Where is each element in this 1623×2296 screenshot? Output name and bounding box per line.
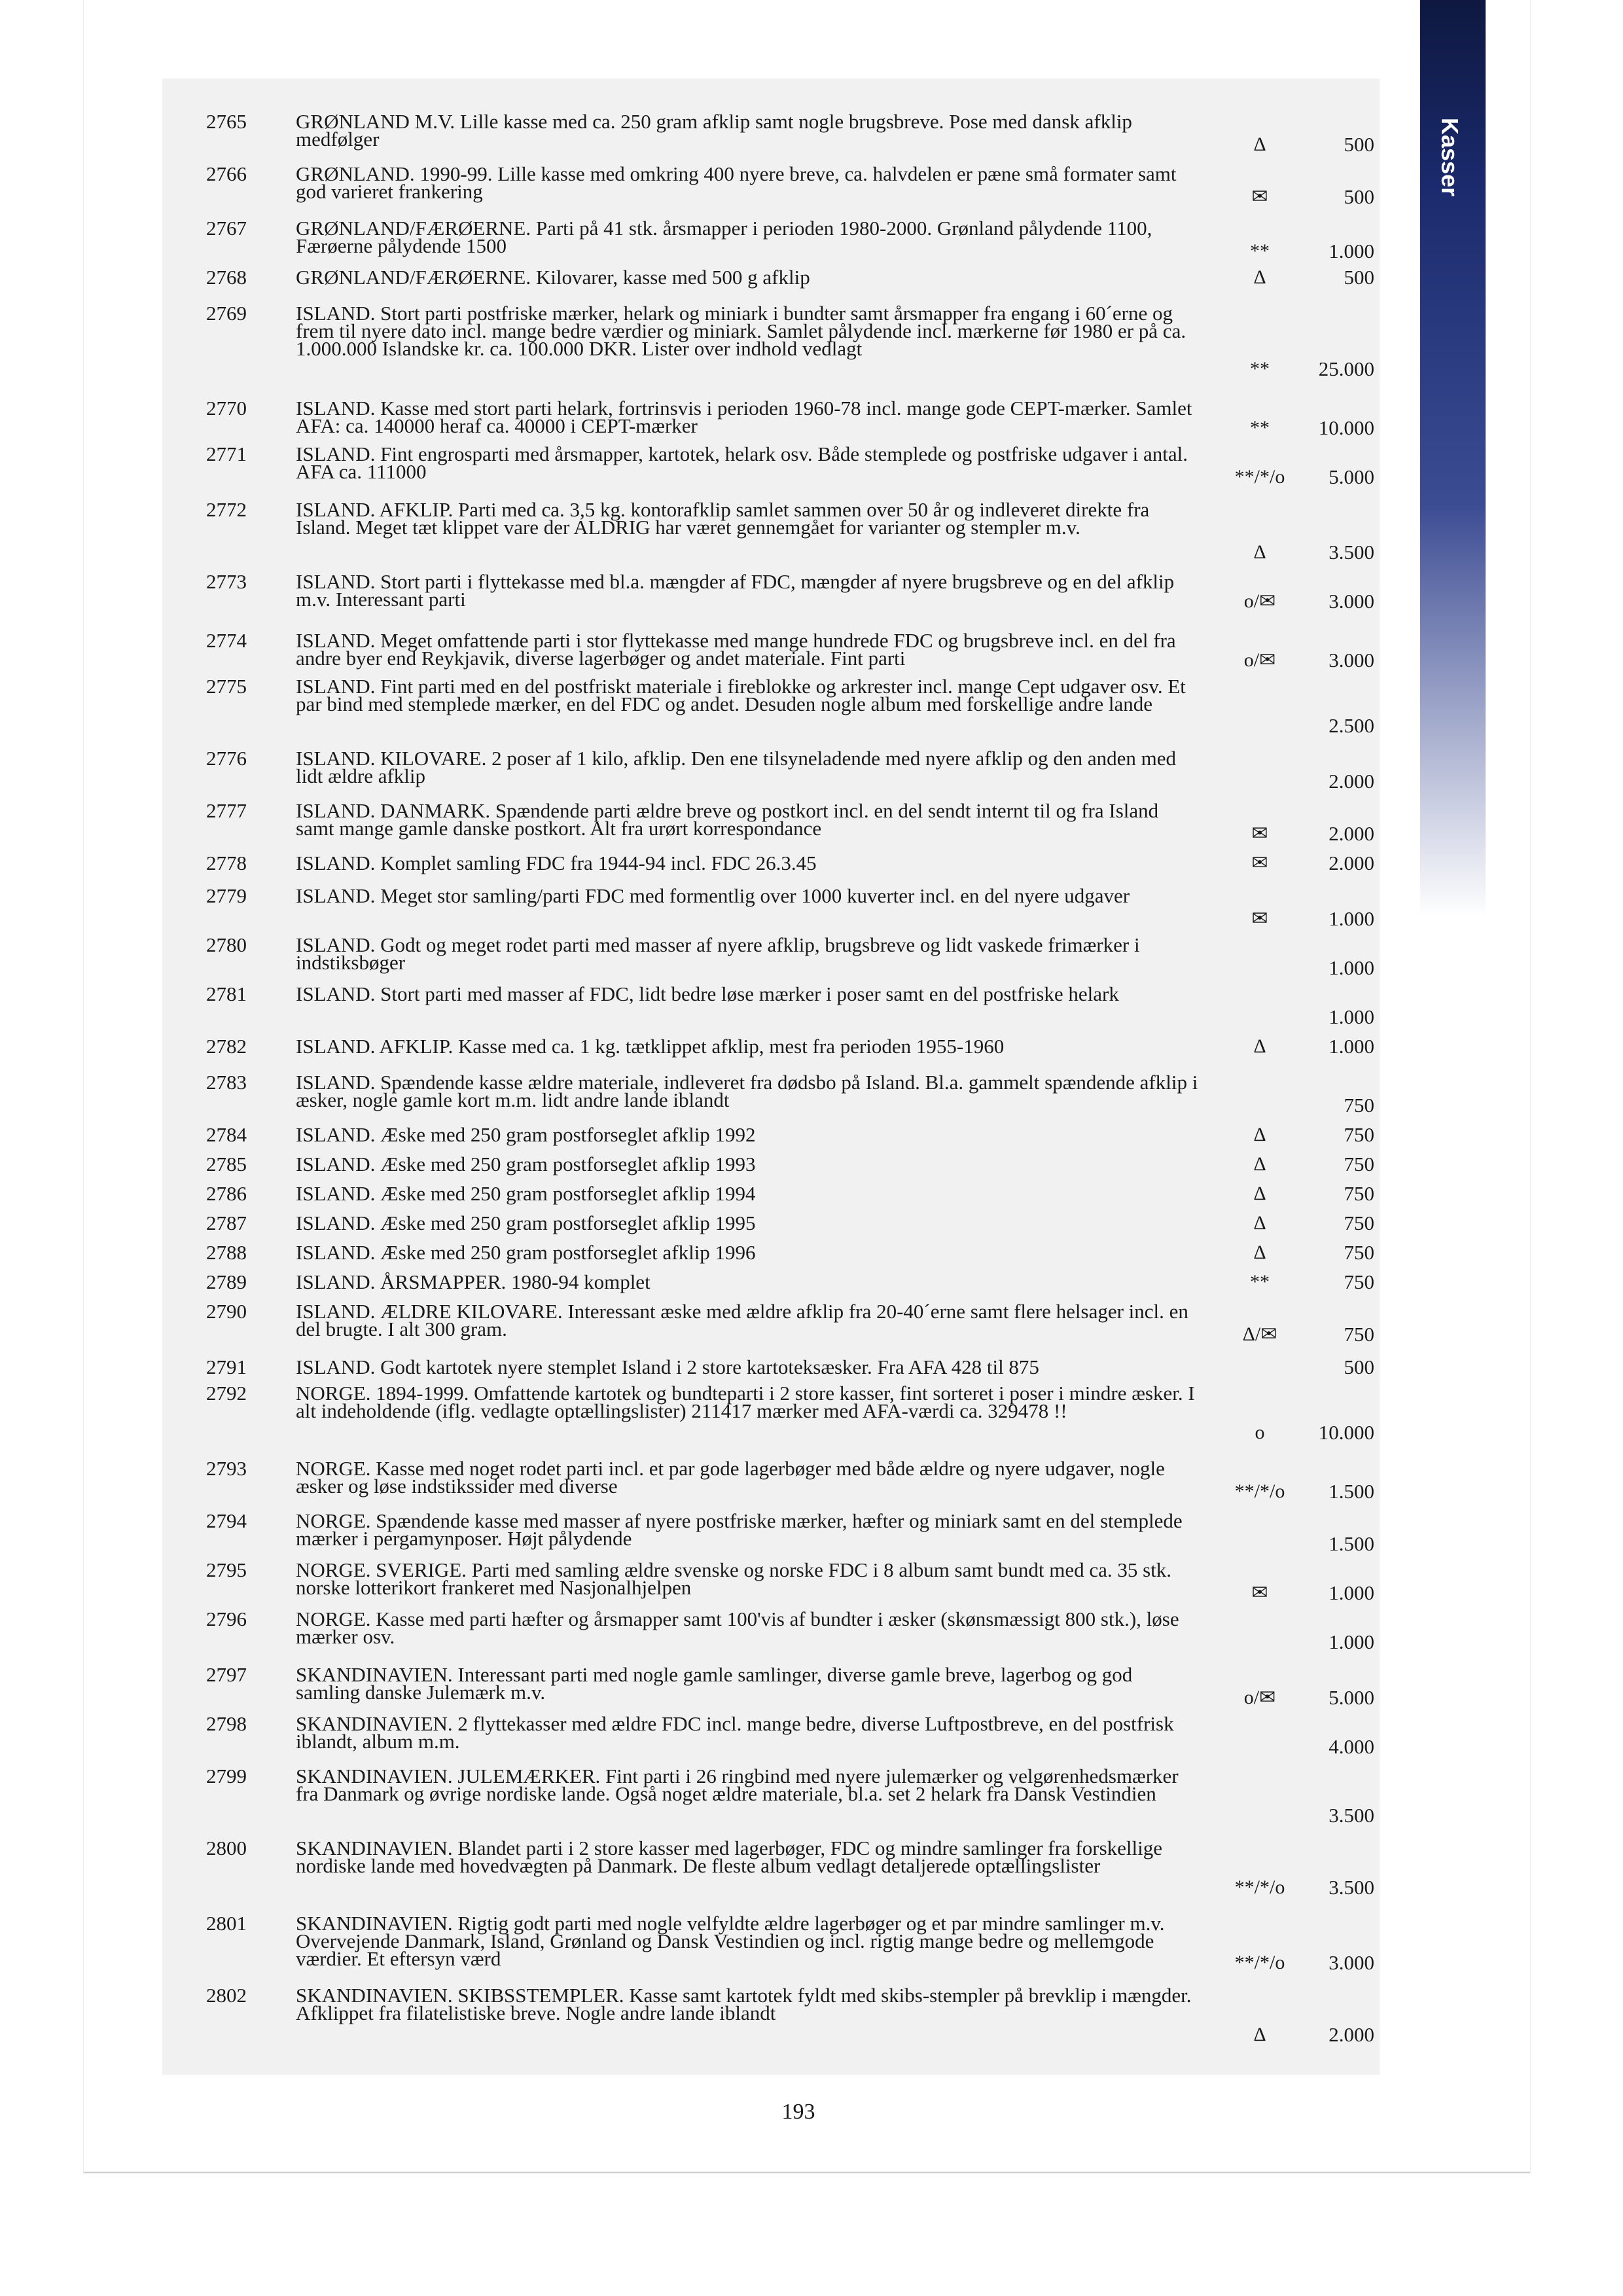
lot-price: 500 — [1344, 133, 1374, 156]
lot-description: ISLAND. DANMARK. Spændende parti ældre breve og postkort incl. en del sendt internt til og fra Island samt mange gamle danske postkort. Alt fra urørt korrespondance — [296, 799, 1159, 840]
lot-description: SKANDINAVIEN. Rigtig godt parti med nogle velfyldte ældre lagerbøger og et par mindre samlinger m.v. Overvejende Danmark, Island, Grønland og Dansk Vestindien og incl. rigtig mange bedre og mellemgode værdier. Et eftersyn værd — [296, 1912, 1165, 1970]
lot-price: 750 — [1344, 1211, 1374, 1234]
lot-number: 2780 — [206, 933, 247, 956]
lot-number: 2766 — [206, 162, 247, 185]
lot-price: 3.500 — [1329, 1804, 1374, 1827]
lot-description: NORGE. SVERIGE. Parti med samling ældre svenske og norske FDC i 8 album samt bundt med ca. 35 stk. norske lotterikort frankeret med Nasjonalhjelpen — [296, 1558, 1172, 1599]
condition-symbol: Δ — [1253, 541, 1266, 563]
lot-price: 10.000 — [1318, 1421, 1374, 1444]
condition-symbol: o/✉ — [1243, 590, 1276, 612]
condition-symbol: ✉ — [1251, 1582, 1268, 1604]
lot-number: 2767 — [206, 217, 247, 240]
lot-number: 2784 — [206, 1123, 247, 1146]
lot-description: ISLAND. KILOVARE. 2 poser af 1 kilo, afklip. Den ene tilsyneladende med nyere afklip og den anden med lidt ældre afklip — [296, 747, 1176, 787]
lot-description: GRØNLAND M.V. Lille kasse med ca. 250 gram afklip samt nogle brugsbreve. Pose med dansk afklip medfølger — [296, 110, 1132, 151]
lot-description: ISLAND. ÅRSMAPPER. 1980-94 komplet — [296, 1270, 651, 1293]
lot-price: 1.500 — [1329, 1480, 1374, 1503]
lot-description: SKANDINAVIEN. SKIBSSTEMPLER. Kasse samt kartotek fyldt med skibs-stempler på brevklip i mængder. Afklippet fra filatelistiske breve. Nogle andre lande iblandt — [296, 1984, 1192, 2024]
lot-number: 2791 — [206, 1355, 247, 1378]
lot-number: 2770 — [206, 397, 247, 420]
lot-number: 2782 — [206, 1035, 247, 1058]
lot-description: ISLAND. Spændende kasse ældre materiale, indleveret fra dødsbo på Island. Bl.a. gammelt spændende afklip i æsker, nogle gamle kort m.m. lidt andre lande iblandt — [296, 1071, 1198, 1111]
lot-description: NORGE. 1894-1999. Omfattende kartotek og bundteparti i 2 store kasser, fint sorteret i poser i mindre æsker. I alt indeholdende (iflg. vedlagte optællingslister) 211417 mærker med AFA-værdi ca. 329478 !! — [296, 1382, 1195, 1422]
lot-number: 2792 — [206, 1382, 247, 1405]
lot-number: 2793 — [206, 1457, 247, 1480]
lot-price: 3.500 — [1329, 541, 1374, 564]
lot-description: ISLAND. Fint engrosparti med årsmapper, kartotek, helark osv. Både stemplede og postfriske udgaver i antal. AFA ca. 111000 — [296, 442, 1188, 483]
lot-number: 2800 — [206, 1837, 247, 1859]
lot-number: 2798 — [206, 1712, 247, 1735]
lot-number: 2765 — [206, 110, 247, 133]
lot-number: 2802 — [206, 1984, 247, 2007]
lot-description: ISLAND. AFKLIP. Kasse med ca. 1 kg. tætklippet afklip, mest fra perioden 1955-1960 — [296, 1035, 1005, 1058]
section-tab-label: Kasser — [1436, 117, 1463, 197]
lot-number: 2783 — [206, 1071, 247, 1094]
condition-symbol: Δ — [1253, 134, 1266, 155]
lot-number: 2772 — [206, 498, 247, 521]
lot-price: 750 — [1344, 1153, 1374, 1175]
lot-price: 750 — [1344, 1123, 1374, 1146]
lot-number: 2794 — [206, 1509, 247, 1532]
lot-number: 2797 — [206, 1663, 247, 1686]
lot-number: 2768 — [206, 266, 247, 289]
lot-description: ISLAND. Meget stor samling/parti FDC med formentlig over 1000 kuverter incl. en del nyere udgaver — [296, 884, 1130, 907]
lot-description: SKANDINAVIEN. Blandet parti i 2 store kasser med lagerbøger, FDC og mindre samlinger fra forskellige nordiske lande med hovedvægten på Danmark. De fleste album vedlagt detaljerede optællingslister — [296, 1837, 1162, 1877]
condition-symbol: ✉ — [1251, 852, 1268, 874]
lot-price: 2.000 — [1329, 852, 1374, 874]
lot-description: NORGE. Kasse med noget rodet parti incl. et par gode lagerbøger med både ældre og nyere udgaver, nogle æsker og løse indstikssider med diverse — [296, 1457, 1165, 1498]
condition-symbol: Δ — [1253, 1212, 1266, 1234]
lot-price: 750 — [1344, 1323, 1374, 1346]
lot-price: 1.000 — [1329, 1630, 1374, 1653]
lot-number: 2775 — [206, 675, 247, 698]
condition-symbol: Δ — [1253, 1153, 1266, 1175]
lot-description: ISLAND. Fint parti med en del postfriskt materiale i fireblokke og arkrester incl. mange Cept udgaver osv. Et par bind med stemplede mærker, en del FDC og andet. Desuden nogle album med forskellige andre lande — [296, 675, 1186, 715]
lot-price: 3.500 — [1329, 1876, 1374, 1899]
lot-description: ISLAND. Stort parti med masser af FDC, lidt bedre løse mærker i poser samt en del postfriske helark — [296, 982, 1119, 1005]
lot-price: 1.000 — [1329, 1581, 1374, 1604]
condition-symbol: **/*/o — [1234, 1876, 1285, 1898]
condition-symbol: **/*/o — [1234, 1480, 1285, 1502]
lot-number: 2788 — [206, 1241, 247, 1264]
lot-number: 2785 — [206, 1153, 247, 1175]
lot-price: 5.000 — [1329, 465, 1374, 488]
condition-symbol: ✉ — [1251, 823, 1268, 844]
lot-description: ISLAND. Meget omfattende parti i stor flyttekasse med mange hundrede FDC og brugsbreve incl. en del fra andre byer end Reykjavik, diverse lagerbøger og andet materiale. Fint parti — [296, 629, 1176, 670]
lot-price: 500 — [1344, 185, 1374, 208]
lot-price: 1.000 — [1329, 1005, 1374, 1028]
lot-description: ISLAND. Æske med 250 gram postforseglet afklip 1995 — [296, 1211, 756, 1234]
lot-number: 2779 — [206, 884, 247, 907]
page-number: 193 — [781, 2100, 815, 2124]
condition-symbol: Δ — [1253, 1035, 1266, 1057]
condition-symbol: Δ — [1253, 1124, 1266, 1145]
condition-symbol: ** — [1250, 1271, 1270, 1293]
lot-price: 2.500 — [1329, 714, 1374, 737]
condition-symbol: ✉ — [1251, 908, 1268, 929]
condition-symbol: o/✉ — [1243, 1687, 1276, 1708]
lot-price: 2.000 — [1329, 2023, 1374, 2046]
condition-symbol: Δ — [1253, 1242, 1266, 1263]
lot-price: 2.000 — [1329, 770, 1374, 793]
lot-price: 1.000 — [1329, 1035, 1374, 1058]
lot-description: SKANDINAVIEN. 2 flyttekasser med ældre FDC incl. mange bedre, diverse Luftpostbreve, en del postfrisk iblandt, album m.m. — [296, 1712, 1174, 1753]
lot-description: ISLAND. Komplet samling FDC fra 1944-94 incl. FDC 26.3.45 — [296, 852, 817, 874]
condition-symbol: **/*/o — [1234, 1952, 1285, 1973]
lot-number: 2795 — [206, 1558, 247, 1581]
lot-description: NORGE. Spændende kasse med masser af nyere postfriske mærker, hæfter og miniark samt en del stemplede mærker i pergamynposer. Højt pålydende — [296, 1509, 1183, 1550]
lot-description: ISLAND. AFKLIP. Parti med ca. 3,5 kg. kontorafklip samlet sammen over 50 år og indleveret direkte fra Island. Meget tæt klippet vare der ALDRIG har været gennemgået for varianter og stempler m.v. — [296, 498, 1150, 539]
lot-number: 2781 — [206, 982, 247, 1005]
lot-description: ISLAND. Æske med 250 gram postforseglet afklip 1996 — [296, 1241, 756, 1264]
lot-description: GRØNLAND. 1990-99. Lille kasse med omkring 400 nyere breve, ca. halvdelen er pæne små formater samt god varieret frankering — [296, 162, 1177, 203]
lot-price: 25.000 — [1318, 357, 1374, 380]
condition-symbol: ** — [1250, 240, 1270, 262]
lot-number: 2799 — [206, 1765, 247, 1787]
lot-number: 2796 — [206, 1607, 247, 1630]
lot-description: ISLAND. Æske med 250 gram postforseglet afklip 1992 — [296, 1123, 756, 1146]
lot-price: 750 — [1344, 1241, 1374, 1264]
lot-description: ISLAND. Æske med 250 gram postforseglet afklip 1993 — [296, 1153, 756, 1175]
condition-symbol: o — [1255, 1422, 1265, 1443]
lot-number: 2776 — [206, 747, 247, 770]
lot-price: 3.000 — [1329, 649, 1374, 672]
condition-symbol: Δ — [1253, 266, 1266, 288]
lot-price: 3.000 — [1329, 590, 1374, 613]
lot-price: 500 — [1344, 1355, 1374, 1378]
lot-description: GRØNLAND/FÆRØERNE. Parti på 41 stk. årsmapper i perioden 1980-2000. Grønland pålydende 1100, Færøerne pålydende 1500 — [296, 217, 1152, 257]
lot-price: 750 — [1344, 1182, 1374, 1205]
lot-price: 500 — [1344, 266, 1374, 289]
lot-number: 2790 — [206, 1300, 247, 1323]
lot-number: 2801 — [206, 1912, 247, 1935]
condition-symbol: Δ — [1253, 2024, 1266, 2045]
lot-description: ISLAND. Stort parti postfriske mærker, helark og miniark i bundter samt årsmapper fra engang i 60´erne og frem til nyere dato incl. mange bedre værdier og miniark. Samlet pålydende incl. mærkerne før 1980 er på ca. 1.000.000 Islandske kr. ca. 100.000 DKR. Lister over indhold vedlagt — [296, 302, 1186, 360]
lot-number: 2774 — [206, 629, 247, 652]
condition-symbol: ** — [1250, 358, 1270, 380]
lot-number: 2786 — [206, 1182, 247, 1205]
condition-symbol: ✉ — [1251, 186, 1268, 207]
lot-number: 2771 — [206, 442, 247, 465]
lot-price: 750 — [1344, 1270, 1374, 1293]
condition-symbol: Δ — [1253, 1183, 1266, 1204]
lot-description: SKANDINAVIEN. JULEMÆRKER. Fint parti i 26 ringbind med nyere julemærker og velgørenhedsmærker fra Danmark og øvrige nordiske lande. Også noget ældre materiale, bl.a. set 2 helark fra Dansk Vestindien — [296, 1765, 1179, 1805]
lot-description: ISLAND. Stort parti i flyttekasse med bl.a. mængder af FDC, mængder af nyere brugsbreve og en del afklip m.v. Interessant parti — [296, 570, 1175, 611]
lot-number: 2773 — [206, 570, 247, 593]
condition-symbol: ** — [1250, 417, 1270, 439]
condition-symbol: o/✉ — [1243, 649, 1276, 671]
lot-price: 1.500 — [1329, 1532, 1374, 1555]
lot-price: 1.000 — [1329, 240, 1374, 262]
lot-number: 2778 — [206, 852, 247, 874]
lot-price: 10.000 — [1318, 416, 1374, 439]
lot-description: SKANDINAVIEN. Interessant parti med nogle gamle samlinger, diverse gamle breve, lagerbog og god samling danske Julemærk m.v. — [296, 1663, 1133, 1704]
lot-description: ISLAND. Godt og meget rodet parti med masser af nyere afklip, brugsbreve og lidt vaskede frimærker i indstiksbøger — [296, 933, 1140, 974]
lot-description: ISLAND. ÆLDRE KILOVARE. Interessant æske med ældre afklip fra 20-40´erne samt flere helsager incl. en del brugte. I alt 300 gram. — [296, 1300, 1188, 1340]
lot-price: 2.000 — [1329, 822, 1374, 845]
lot-price: 750 — [1344, 1094, 1374, 1117]
lot-price: 3.000 — [1329, 1951, 1374, 1974]
condition-symbol: **/*/o — [1234, 466, 1285, 488]
condition-symbol: Δ/✉ — [1242, 1323, 1277, 1345]
lot-description: GRØNLAND/FÆRØERNE. Kilovarer, kasse med 500 g afklip — [296, 266, 810, 289]
lot-number: 2777 — [206, 799, 247, 822]
lot-number: 2789 — [206, 1270, 247, 1293]
lot-price: 5.000 — [1329, 1686, 1374, 1709]
lot-price: 1.000 — [1329, 956, 1374, 979]
lot-price: 1.000 — [1329, 907, 1374, 930]
lot-number: 2769 — [206, 302, 247, 325]
lot-price: 4.000 — [1329, 1735, 1374, 1758]
lot-number: 2787 — [206, 1211, 247, 1234]
lot-description: ISLAND. Kasse med stort parti helark, fortrinsvis i perioden 1960-78 incl. mange gode CEPT-mærker. Samlet AFA: ca. 140000 heraf ca. 40000 i CEPT-mærker — [296, 397, 1192, 437]
lot-description: ISLAND. Æske med 250 gram postforseglet afklip 1994 — [296, 1182, 756, 1205]
lot-description: ISLAND. Godt kartotek nyere stemplet Island i 2 store kartoteksæsker. Fra AFA 428 til 875 — [296, 1355, 1039, 1378]
lot-description: NORGE. Kasse med parti hæfter og årsmapper samt 100'vis af bundter i æsker (skønsmæssigt 800 stk.), løse mærker osv. — [296, 1607, 1179, 1648]
